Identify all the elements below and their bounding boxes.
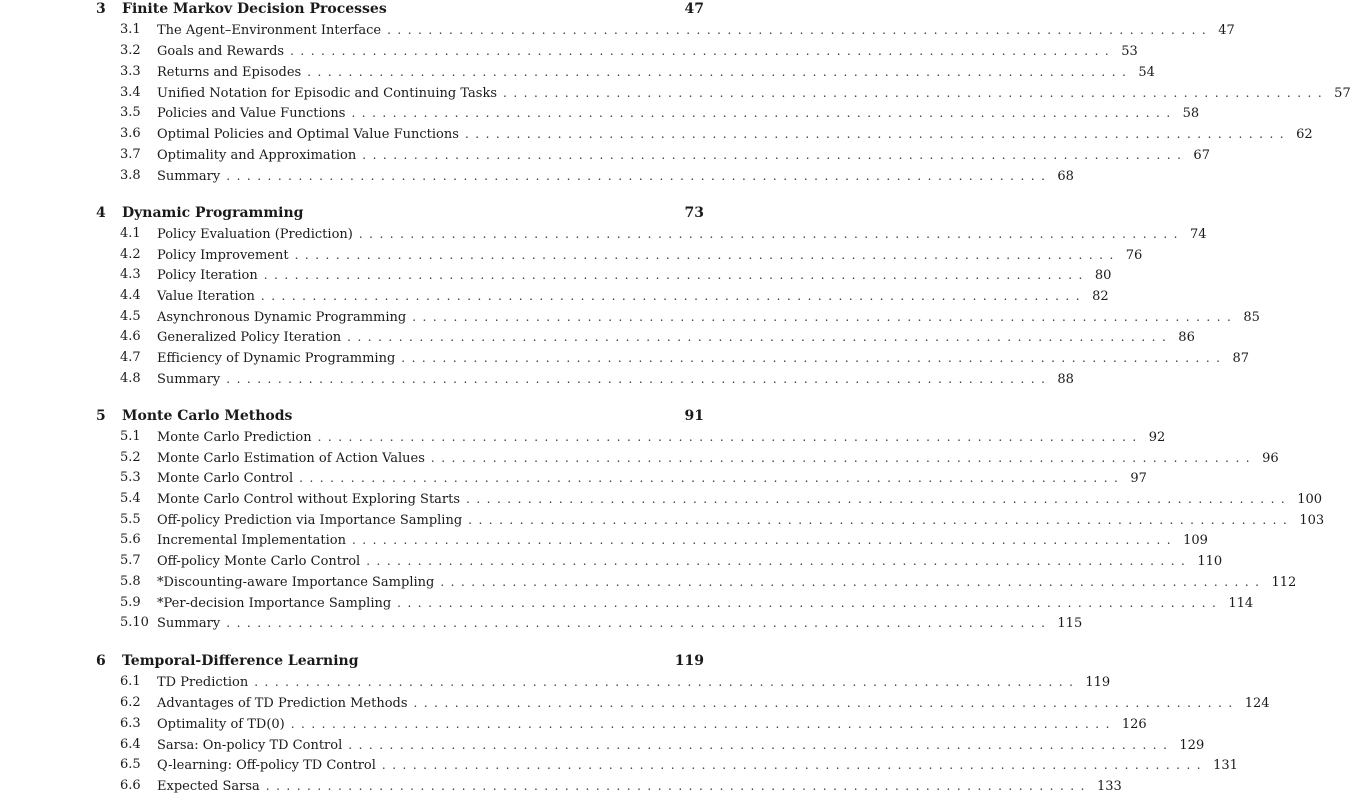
dot-leader: ................................................................................ [348, 738, 1174, 752]
section-page: 97 [1130, 471, 1147, 486]
section-page: 115 [1057, 616, 1083, 631]
dot-leader: ................................................................................ [351, 533, 1178, 547]
dot-leader: ................................................................................ [254, 675, 1080, 689]
section-number: 6.5 [120, 757, 141, 772]
section-title: Q-learning: Off-policy TD Control [157, 758, 376, 773]
dot-leader: ................................................................................ [468, 513, 1294, 527]
section-page: 133 [1096, 779, 1122, 794]
section-title: Advantages of TD Prediction Methods [157, 696, 408, 711]
section-title: Off-policy Monte Carlo Control [157, 554, 361, 569]
section-page: 62 [1296, 127, 1313, 142]
chapter-heading[interactable] [0, 0, 800, 19]
chapter-page: 91 [684, 408, 704, 424]
section-number: 4.4 [120, 288, 141, 303]
section-page: 53 [1121, 44, 1138, 59]
toc-entry[interactable] [0, 145, 1210, 165]
section-title: Value Iteration [157, 289, 255, 304]
section-title: Generalized Policy Iteration [157, 330, 342, 345]
chapter-heading[interactable] [0, 651, 800, 671]
section-page: 67 [1193, 148, 1210, 163]
toc-entry[interactable] [0, 714, 1147, 734]
section-title: Summary [157, 372, 221, 387]
dot-leader: ................................................................................ [387, 23, 1213, 37]
toc-entry[interactable] [0, 224, 1207, 244]
section-page: 96 [1262, 451, 1279, 466]
section-number: 6.2 [120, 695, 141, 710]
section-title: Optimality and Approximation [157, 148, 357, 163]
dot-leader: ................................................................................ [290, 717, 1116, 731]
section-number: 5.9 [120, 595, 141, 610]
section-page: 87 [1232, 351, 1249, 366]
toc-entry[interactable] [0, 427, 1166, 447]
section-title: Expected Sarsa [157, 779, 260, 794]
chapter-title: Monte Carlo Methods [122, 408, 293, 424]
dot-leader: ................................................................................ [397, 596, 1223, 610]
section-number: 4.2 [120, 247, 141, 262]
toc-entry[interactable] [0, 307, 1260, 327]
section-number: 4.5 [120, 309, 141, 324]
section-number: 5.7 [120, 553, 141, 568]
chapter-title: Finite Markov Decision Processes [122, 1, 387, 17]
toc-entry[interactable] [0, 572, 1297, 592]
section-page: 109 [1183, 533, 1208, 548]
dot-leader: ................................................................................ [401, 351, 1227, 365]
section-number: 3.4 [120, 85, 141, 100]
toc-entry[interactable] [0, 369, 1074, 389]
chapter-title: Dynamic Programming [122, 205, 304, 221]
section-page: 76 [1125, 248, 1143, 263]
dot-leader: ................................................................................ [358, 227, 1184, 241]
chapter-number: 4 [96, 205, 106, 221]
section-page: 119 [1085, 675, 1111, 690]
section-page: 88 [1057, 372, 1074, 387]
section-number: 5.2 [120, 450, 141, 465]
chapter-heading[interactable] [0, 203, 800, 223]
chapter-page: 119 [674, 653, 704, 669]
section-number: 6.6 [120, 778, 141, 793]
section-number: 4.3 [120, 267, 141, 282]
section-number: 4.1 [120, 226, 141, 241]
toc-entry[interactable] [0, 672, 1111, 692]
toc-entry[interactable] [0, 265, 1112, 285]
section-number: 3.8 [120, 168, 141, 183]
section-number: 4.6 [120, 329, 141, 344]
section-number: 5.8 [120, 574, 141, 589]
section-title: Summary [157, 169, 221, 184]
toc-entry[interactable] [0, 124, 1313, 144]
section-page: 58 [1182, 106, 1200, 121]
dot-leader: ................................................................................ [366, 554, 1192, 568]
section-title: Policies and Value Functions [157, 106, 346, 121]
toc-entry[interactable] [0, 735, 1205, 755]
section-number: 6.1 [120, 674, 141, 689]
dot-leader: ................................................................................ [299, 471, 1125, 485]
dot-leader: ................................................................................ [464, 127, 1291, 141]
dot-leader: ................................................................................ [351, 106, 1177, 120]
section-number: 5.5 [120, 512, 141, 527]
section-number: 3.3 [120, 64, 141, 79]
toc-entry[interactable] [0, 448, 1279, 468]
section-title: Policy Evaluation (Prediction) [157, 227, 353, 242]
section-page: 74 [1190, 227, 1207, 242]
chapter-number: 6 [96, 653, 106, 669]
toc-entry[interactable] [0, 530, 1208, 550]
section-number: 4.7 [120, 350, 141, 365]
dot-leader: ................................................................................ [440, 575, 1266, 589]
section-number: 3.6 [120, 126, 141, 141]
dot-leader: ................................................................................ [430, 451, 1257, 465]
section-title: Summary [157, 616, 221, 631]
section-page: 129 [1179, 738, 1205, 753]
dot-leader: ................................................................................ [294, 248, 1120, 262]
section-title: *Per-decision Importance Sampling [157, 596, 392, 611]
section-page: 57 [1334, 86, 1351, 101]
dot-leader: ................................................................................ [263, 268, 1089, 282]
section-page: 68 [1057, 169, 1074, 184]
section-title: Policy Improvement [157, 248, 289, 263]
toc-entry[interactable] [0, 62, 1155, 82]
section-page: 100 [1297, 492, 1323, 507]
section-page: 124 [1244, 696, 1270, 711]
toc-entry[interactable] [0, 286, 1109, 306]
chapter-title: Temporal-Difference Learning [122, 653, 359, 669]
toc-entry[interactable] [0, 20, 1235, 40]
dot-leader: ................................................................................ [307, 65, 1133, 79]
dot-leader: ................................................................................ [226, 616, 1052, 630]
section-title: Monte Carlo Estimation of Action Values [157, 451, 425, 466]
toc-entry[interactable] [0, 613, 1083, 633]
section-number: 5.10 [120, 615, 149, 630]
section-page: 86 [1178, 330, 1195, 345]
dot-leader: ................................................................................ [226, 169, 1052, 183]
dot-leader: ................................................................................ [290, 44, 1116, 58]
section-page: 110 [1197, 554, 1223, 569]
section-number: 5.1 [120, 429, 141, 444]
section-title: TD Prediction [157, 675, 249, 690]
toc-entry[interactable] [0, 83, 1351, 103]
section-title: Monte Carlo Control without Exploring Starts [157, 492, 461, 507]
section-title: Efficiency of Dynamic Programming [157, 351, 396, 366]
toc-entry[interactable] [0, 489, 1323, 509]
section-number: 5.6 [120, 532, 141, 547]
toc-entry[interactable] [0, 551, 1223, 571]
section-title: Sarsa: On-policy TD Control [157, 738, 343, 753]
toc-entry[interactable] [0, 103, 1200, 123]
section-number: 5.3 [120, 470, 141, 485]
section-title: Goals and Rewards [157, 44, 285, 59]
dot-leader: ................................................................................ [226, 372, 1052, 386]
toc-entry[interactable] [0, 327, 1195, 347]
section-page: 103 [1299, 513, 1325, 528]
toc-entry[interactable] [0, 693, 1270, 713]
section-page: 112 [1271, 575, 1297, 590]
section-title: Incremental Implementation [157, 533, 346, 548]
dot-leader: ................................................................................ [503, 86, 1329, 100]
toc-entry[interactable] [0, 755, 1238, 775]
toc-entry[interactable] [0, 593, 1254, 613]
toc-entry[interactable] [0, 245, 1143, 265]
toc-entry[interactable] [0, 776, 1122, 796]
section-title: Asynchronous Dynamic Programming [157, 310, 407, 325]
chapter-number: 5 [96, 408, 106, 424]
toc-entry[interactable] [0, 468, 1147, 488]
toc-entry[interactable] [0, 348, 1249, 368]
section-title: *Discounting-aware Importance Sampling [157, 575, 435, 590]
section-title: Optimality of TD(0) [157, 717, 285, 732]
dot-leader: ................................................................................ [412, 310, 1238, 324]
toc-entry[interactable] [0, 510, 1325, 530]
section-number: 3.5 [120, 105, 141, 120]
dot-leader: ................................................................................ [260, 289, 1087, 303]
section-page: 54 [1138, 65, 1155, 80]
section-number: 6.4 [120, 737, 141, 752]
section-page: 80 [1094, 268, 1112, 283]
section-title: Policy Iteration [157, 268, 258, 283]
section-title: Monte Carlo Prediction [157, 430, 312, 445]
section-number: 3.7 [120, 147, 141, 162]
section-title: Unified Notation for Episodic and Continuing Tasks [157, 86, 498, 101]
section-number: 3.2 [120, 43, 141, 58]
section-page: 126 [1121, 717, 1147, 732]
chapter-page: 73 [684, 205, 704, 221]
section-title: Returns and Episodes [157, 65, 302, 80]
section-title: Optimal Policies and Optimal Value Functions [157, 127, 459, 142]
section-page: 47 [1218, 23, 1235, 38]
dot-leader: ................................................................................ [317, 430, 1143, 444]
dot-leader: ................................................................................ [265, 779, 1091, 793]
dot-leader: ................................................................................ [347, 330, 1173, 344]
section-page: 85 [1243, 310, 1260, 325]
section-title: Monte Carlo Control [157, 471, 294, 486]
toc-entry[interactable] [0, 166, 1074, 186]
dot-leader: ................................................................................ [466, 492, 1292, 506]
section-page: 92 [1148, 430, 1166, 445]
section-title: Off-policy Prediction via Importance Sampling [157, 513, 463, 528]
section-number: 5.4 [120, 491, 141, 506]
chapter-heading[interactable] [0, 406, 800, 426]
chapter-number: 3 [96, 1, 106, 17]
section-page: 131 [1213, 758, 1238, 773]
section-number: 3.1 [120, 22, 141, 37]
section-number: 4.8 [120, 371, 141, 386]
dot-leader: ................................................................................ [362, 148, 1188, 162]
dot-leader: ................................................................................ [381, 758, 1208, 772]
section-number: 6.3 [120, 716, 141, 731]
chapter-page: 47 [684, 1, 704, 17]
section-title: The Agent–Environment Interface [157, 23, 382, 38]
dot-leader: ................................................................................ [413, 696, 1239, 710]
section-page: 114 [1228, 596, 1254, 611]
toc-entry[interactable] [0, 41, 1138, 61]
section-page: 82 [1092, 289, 1109, 304]
